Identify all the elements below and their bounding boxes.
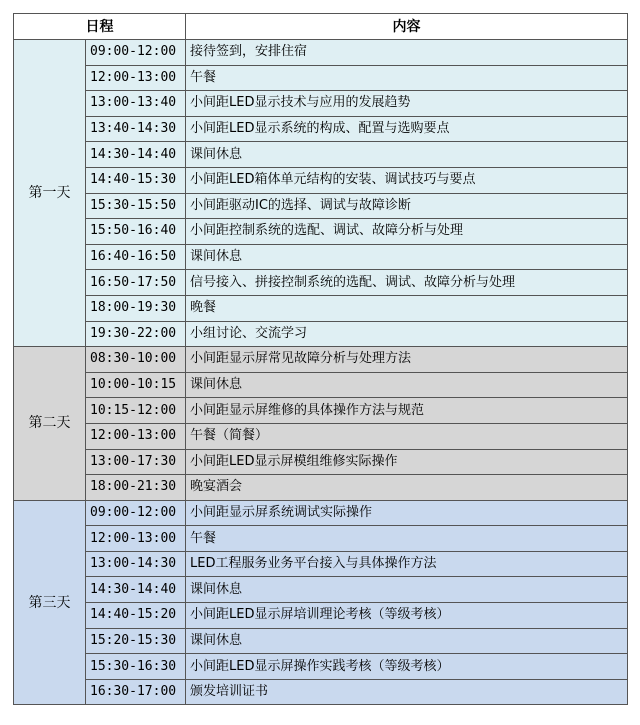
table-row	[14, 142, 628, 168]
day-label: 第一天	[14, 40, 86, 347]
table-row	[14, 40, 628, 66]
time-cell: 15:50-16:40	[86, 219, 186, 245]
table-row	[14, 423, 628, 449]
content-cell: 午餐	[186, 65, 628, 91]
time-cell: 08:30-10:00	[86, 347, 186, 373]
table-row	[14, 475, 628, 501]
table-row	[14, 551, 628, 577]
content-cell: 课间休息	[186, 142, 628, 168]
schedule-body	[14, 40, 628, 705]
time-cell: 10:00-10:15	[86, 372, 186, 398]
table-row	[14, 167, 628, 193]
content-cell: 小间距LED显示屏培训理论考核（等级考核）	[186, 603, 628, 629]
table-row	[14, 347, 628, 373]
time-cell: 09:00-12:00	[86, 40, 186, 66]
time-cell: 13:00-13:40	[86, 91, 186, 117]
time-cell: 12:00-13:00	[86, 423, 186, 449]
content-cell: 小间距显示屏常见故障分析与处理方法	[186, 347, 628, 373]
time-cell: 16:40-16:50	[86, 244, 186, 270]
content-cell: 小间距控制系统的选配、调试、故障分析与处理	[186, 219, 628, 245]
time-cell: 12:00-13:00	[86, 65, 186, 91]
content-cell: 课间休息	[186, 372, 628, 398]
table-row	[14, 398, 628, 424]
table-row	[14, 654, 628, 680]
time-cell: 14:40-15:30	[86, 167, 186, 193]
time-cell: 18:00-21:30	[86, 475, 186, 501]
time-cell: 16:50-17:50	[86, 270, 186, 296]
table-row	[14, 372, 628, 398]
schedule-header: 日程	[14, 14, 186, 40]
time-cell: 15:20-15:30	[86, 628, 186, 654]
time-cell: 12:00-13:00	[86, 526, 186, 552]
day-label: 第三天	[14, 500, 86, 705]
time-cell: 13:40-14:30	[86, 116, 186, 142]
content-cell: 小间距LED显示技术与应用的发展趋势	[186, 91, 628, 117]
content-cell: 课间休息	[186, 628, 628, 654]
content-cell: 小间距LED显示屏模组维修实际操作	[186, 449, 628, 475]
table-row	[14, 526, 628, 552]
table-row	[14, 295, 628, 321]
content-cell: 小间距驱动IC的选择、调试与故障诊断	[186, 193, 628, 219]
table-row	[14, 628, 628, 654]
content-cell: 小间距LED显示屏操作实践考核（等级考核）	[186, 654, 628, 680]
schedule-table	[13, 13, 628, 705]
table-row	[14, 449, 628, 475]
content-cell: 小间距显示屏维修的具体操作方法与规范	[186, 398, 628, 424]
time-cell: 18:00-19:30	[86, 295, 186, 321]
table-row	[14, 65, 628, 91]
table-row	[14, 244, 628, 270]
time-cell: 14:30-14:40	[86, 142, 186, 168]
content-cell: 信号接入、拼接控制系统的选配、调试、故障分析与处理	[186, 270, 628, 296]
content-cell: 午餐	[186, 526, 628, 552]
table-row	[14, 603, 628, 629]
day-label: 第二天	[14, 347, 86, 501]
content-cell: LED工程服务业务平台接入与具体操作方法	[186, 551, 628, 577]
content-cell: 午餐（简餐）	[186, 423, 628, 449]
table-row	[14, 577, 628, 603]
content-header: 内容	[186, 14, 628, 40]
content-cell: 接待签到，安排住宿	[186, 40, 628, 66]
time-cell: 13:00-17:30	[86, 449, 186, 475]
time-cell: 09:00-12:00	[86, 500, 186, 526]
content-cell: 小间距显示屏系统调试实际操作	[186, 500, 628, 526]
table-row	[14, 116, 628, 142]
content-cell: 课间休息	[186, 244, 628, 270]
time-cell: 19:30-22:00	[86, 321, 186, 347]
content-cell: 小组讨论、交流学习	[186, 321, 628, 347]
content-cell: 课间休息	[186, 577, 628, 603]
table-row	[14, 193, 628, 219]
time-cell: 15:30-15:50	[86, 193, 186, 219]
time-cell: 14:30-14:40	[86, 577, 186, 603]
table-row	[14, 219, 628, 245]
time-cell: 15:30-16:30	[86, 654, 186, 680]
content-cell: 晚宴酒会	[186, 475, 628, 501]
time-cell: 14:40-15:20	[86, 603, 186, 629]
table-row	[14, 500, 628, 526]
table-row	[14, 270, 628, 296]
content-cell: 小间距LED箱体单元结构的安装、调试技巧与要点	[186, 167, 628, 193]
content-cell: 小间距LED显示系统的构成、配置与选购要点	[186, 116, 628, 142]
table-row	[14, 91, 628, 117]
time-cell: 13:00-14:30	[86, 551, 186, 577]
content-cell: 颁发培训证书	[186, 679, 628, 705]
content-cell: 晚餐	[186, 295, 628, 321]
table-row	[14, 679, 628, 705]
header-row	[14, 14, 628, 40]
table-row	[14, 321, 628, 347]
time-cell: 10:15-12:00	[86, 398, 186, 424]
time-cell: 16:30-17:00	[86, 679, 186, 705]
